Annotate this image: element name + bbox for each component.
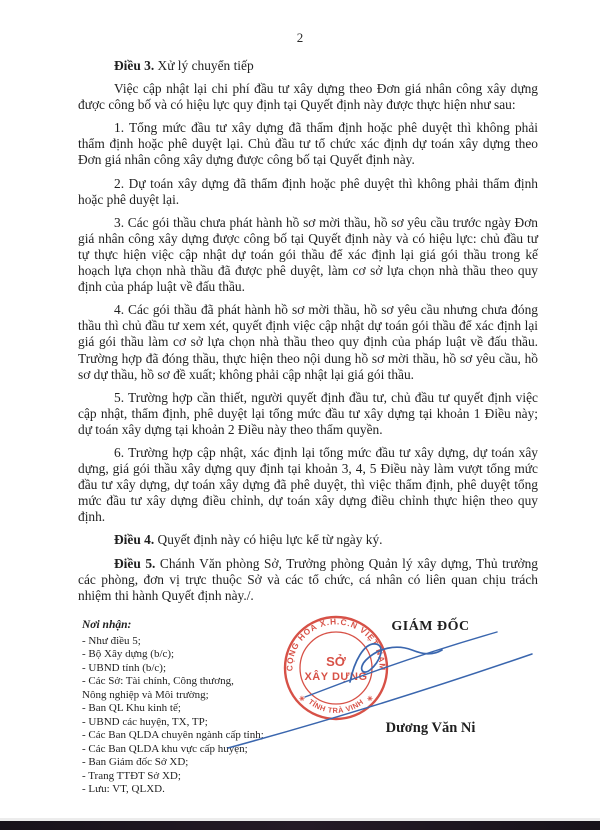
clause-paragraph-4: 4. Các gói thầu đã phát hành hồ sơ mời thầu, hồ sơ yêu cầu nhưng chưa đóng thầu thì chủ đầu tư xem xét, quyết định việc cập nhật dự toán gói thầu để xác định lại giá gói thầu làm cơ sở lựa chọn nhà thầu theo quy định của pháp luật về đấu thầu. Trường hợp đã đóng thầu, thực hiện theo nội dung hồ sơ mời thầu, hồ sơ yêu cầu, hồ sơ dự thầu, hồ sơ đề xuất; không phải cập nhật lại giá gói thầu. [78, 302, 538, 382]
bottom-screen-edge [0, 821, 600, 830]
article-4-text: Quyết định này có hiệu lực kể từ ngày ký. [154, 532, 383, 548]
recipient-item: - Trang TTĐT Sở XD; [82, 769, 181, 782]
article-3-label: Điều 3. [114, 58, 155, 73]
recipient-item: - Lưu: VT, QLXD. [82, 783, 165, 795]
article-3-title: Xử lý chuyển tiếp [154, 58, 254, 73]
article-5-paragraph [78, 556, 538, 604]
clause-paragraph-2: 2. Dự toán xây dựng đã thẩm định hoặc phê duyệt thì không phải thẩm định hoặc phê duyệt lại. [78, 175, 538, 207]
recipient-item: - Như điều 5; [82, 634, 141, 647]
stamp-center-line2: XÂY DỰNG [304, 671, 368, 683]
signer-name: Dương Văn Ni [385, 720, 476, 736]
clause-paragraph-5: 5. Trường hợp cần thiết, người quyết định đầu tư, chủ đầu tư quyết định việc cập nhật, thẩm định, phê duyệt lại tổng mức đầu tư xây dựng tại khoản 1 Điều này; dự toán xây dựng tại khoản 2 Điều này theo thẩm quyền. [78, 389, 538, 437]
official-stamp-icon [281, 613, 391, 723]
signer-title: GIÁM ĐỐC [391, 619, 470, 634]
stamp-center-line1: SỞ [326, 654, 346, 669]
recipient-item: - Ban Giám đốc Sở XD; [82, 756, 189, 768]
document-body [78, 58, 538, 611]
intro-paragraph: Việc cập nhật lại chi phí đầu tư xây dựng theo Đơn giá nhân công xây dựng được công bố và có hiệu lực quy định tại Quyết định này được thực hiện như sau: [78, 81, 538, 113]
stamp-arc-top-text: CỘNG HÒA X.H.C.N VIỆT NAM [284, 616, 388, 672]
page-number: 2 [296, 30, 304, 45]
clause-paragraph-3: 3. Các gói thầu chưa phát hành hồ sơ mời thầu, hồ sơ yêu cầu trước ngày Đơn giá nhân công xây dựng được công bố tại Quyết định này và có hiệu lực: chủ đầu tư tự thực hiện việc cập nhật dự toán gói thầu để xác định lại giá gói thầu trong kế hoạch lựa chọn nhà thầu đã được phê duyệt, làm cơ sở lựa chọn nhà thầu theo quy định của pháp luật về đấu thầu. [78, 214, 538, 295]
recipient-item: - Bộ Xây dựng (b/c); [82, 648, 175, 660]
recipient-item: - UBND các huyện, TX, TP; [82, 715, 208, 728]
article-3-heading [78, 58, 538, 74]
article-5-text: Chánh Văn phòng Sở, Trưởng phòng Quản lý xây dựng, Thủ trưởng các phòng, đơn vị trực thuộc Sở và các tổ chức, cá nhân có liên quan chịu trách nhiệm thi hành Quyết định này./. [78, 555, 538, 603]
recipient-item: - Ban QL Khu kinh tế; [82, 702, 181, 714]
recipient-item: - Các Sở: Tài chính, Công thương, [82, 675, 234, 687]
stamp-arc-bottom-text: TỈNH TRÀ VINH [306, 697, 366, 716]
recipient-item: - UBND tỉnh (b/c); [82, 661, 167, 674]
article-4-paragraph [78, 532, 538, 548]
recipient-item: - Các Ban QLDA chuyên ngành cấp tỉnh; [82, 729, 264, 741]
clause-paragraph-6: 6. Trường hợp cập nhật, xác định lại tổng mức đầu tư xây dựng, dự toán xây dựng, giá gói thầu xây dựng quy định tại khoản 3, 4, 5 Điều này làm vượt tổng mức đầu tư xây dựng, dự toán xây dựng đã phê duyệt, thì việc thẩm định, phê duyệt tổng mức đầu tư xây dựng điều chỉnh, dự toán xây dựng điều chỉnh thực hiện theo quy định. [78, 444, 538, 525]
clause-paragraph-1: 1. Tổng mức đầu tư xây dựng đã thẩm định hoặc phê duyệt thì không phải thẩm định hoặc phê duyệt lại. Chủ đầu tư tổ chức xác định dự toán xây dựng theo Đơn giá nhân công xây dựng được công bố tại Quyết định này. [78, 120, 538, 168]
recipients-label: Nơi nhận: [82, 619, 132, 631]
recipient-item: - Các Ban QLDA khu vực cấp huyện; [82, 742, 248, 755]
recipient-item: Nông nghiệp và Môi trường; [82, 688, 209, 701]
article-5-label: Điều 5. [114, 555, 156, 571]
stamp-star-right-icon: ✳ [367, 696, 373, 703]
article-4-label: Điều 4. [114, 532, 155, 548]
svg-text:TỈNH TRÀ VINH [307, 697, 366, 715]
stamp-star-left-icon: ✳ [299, 696, 305, 703]
